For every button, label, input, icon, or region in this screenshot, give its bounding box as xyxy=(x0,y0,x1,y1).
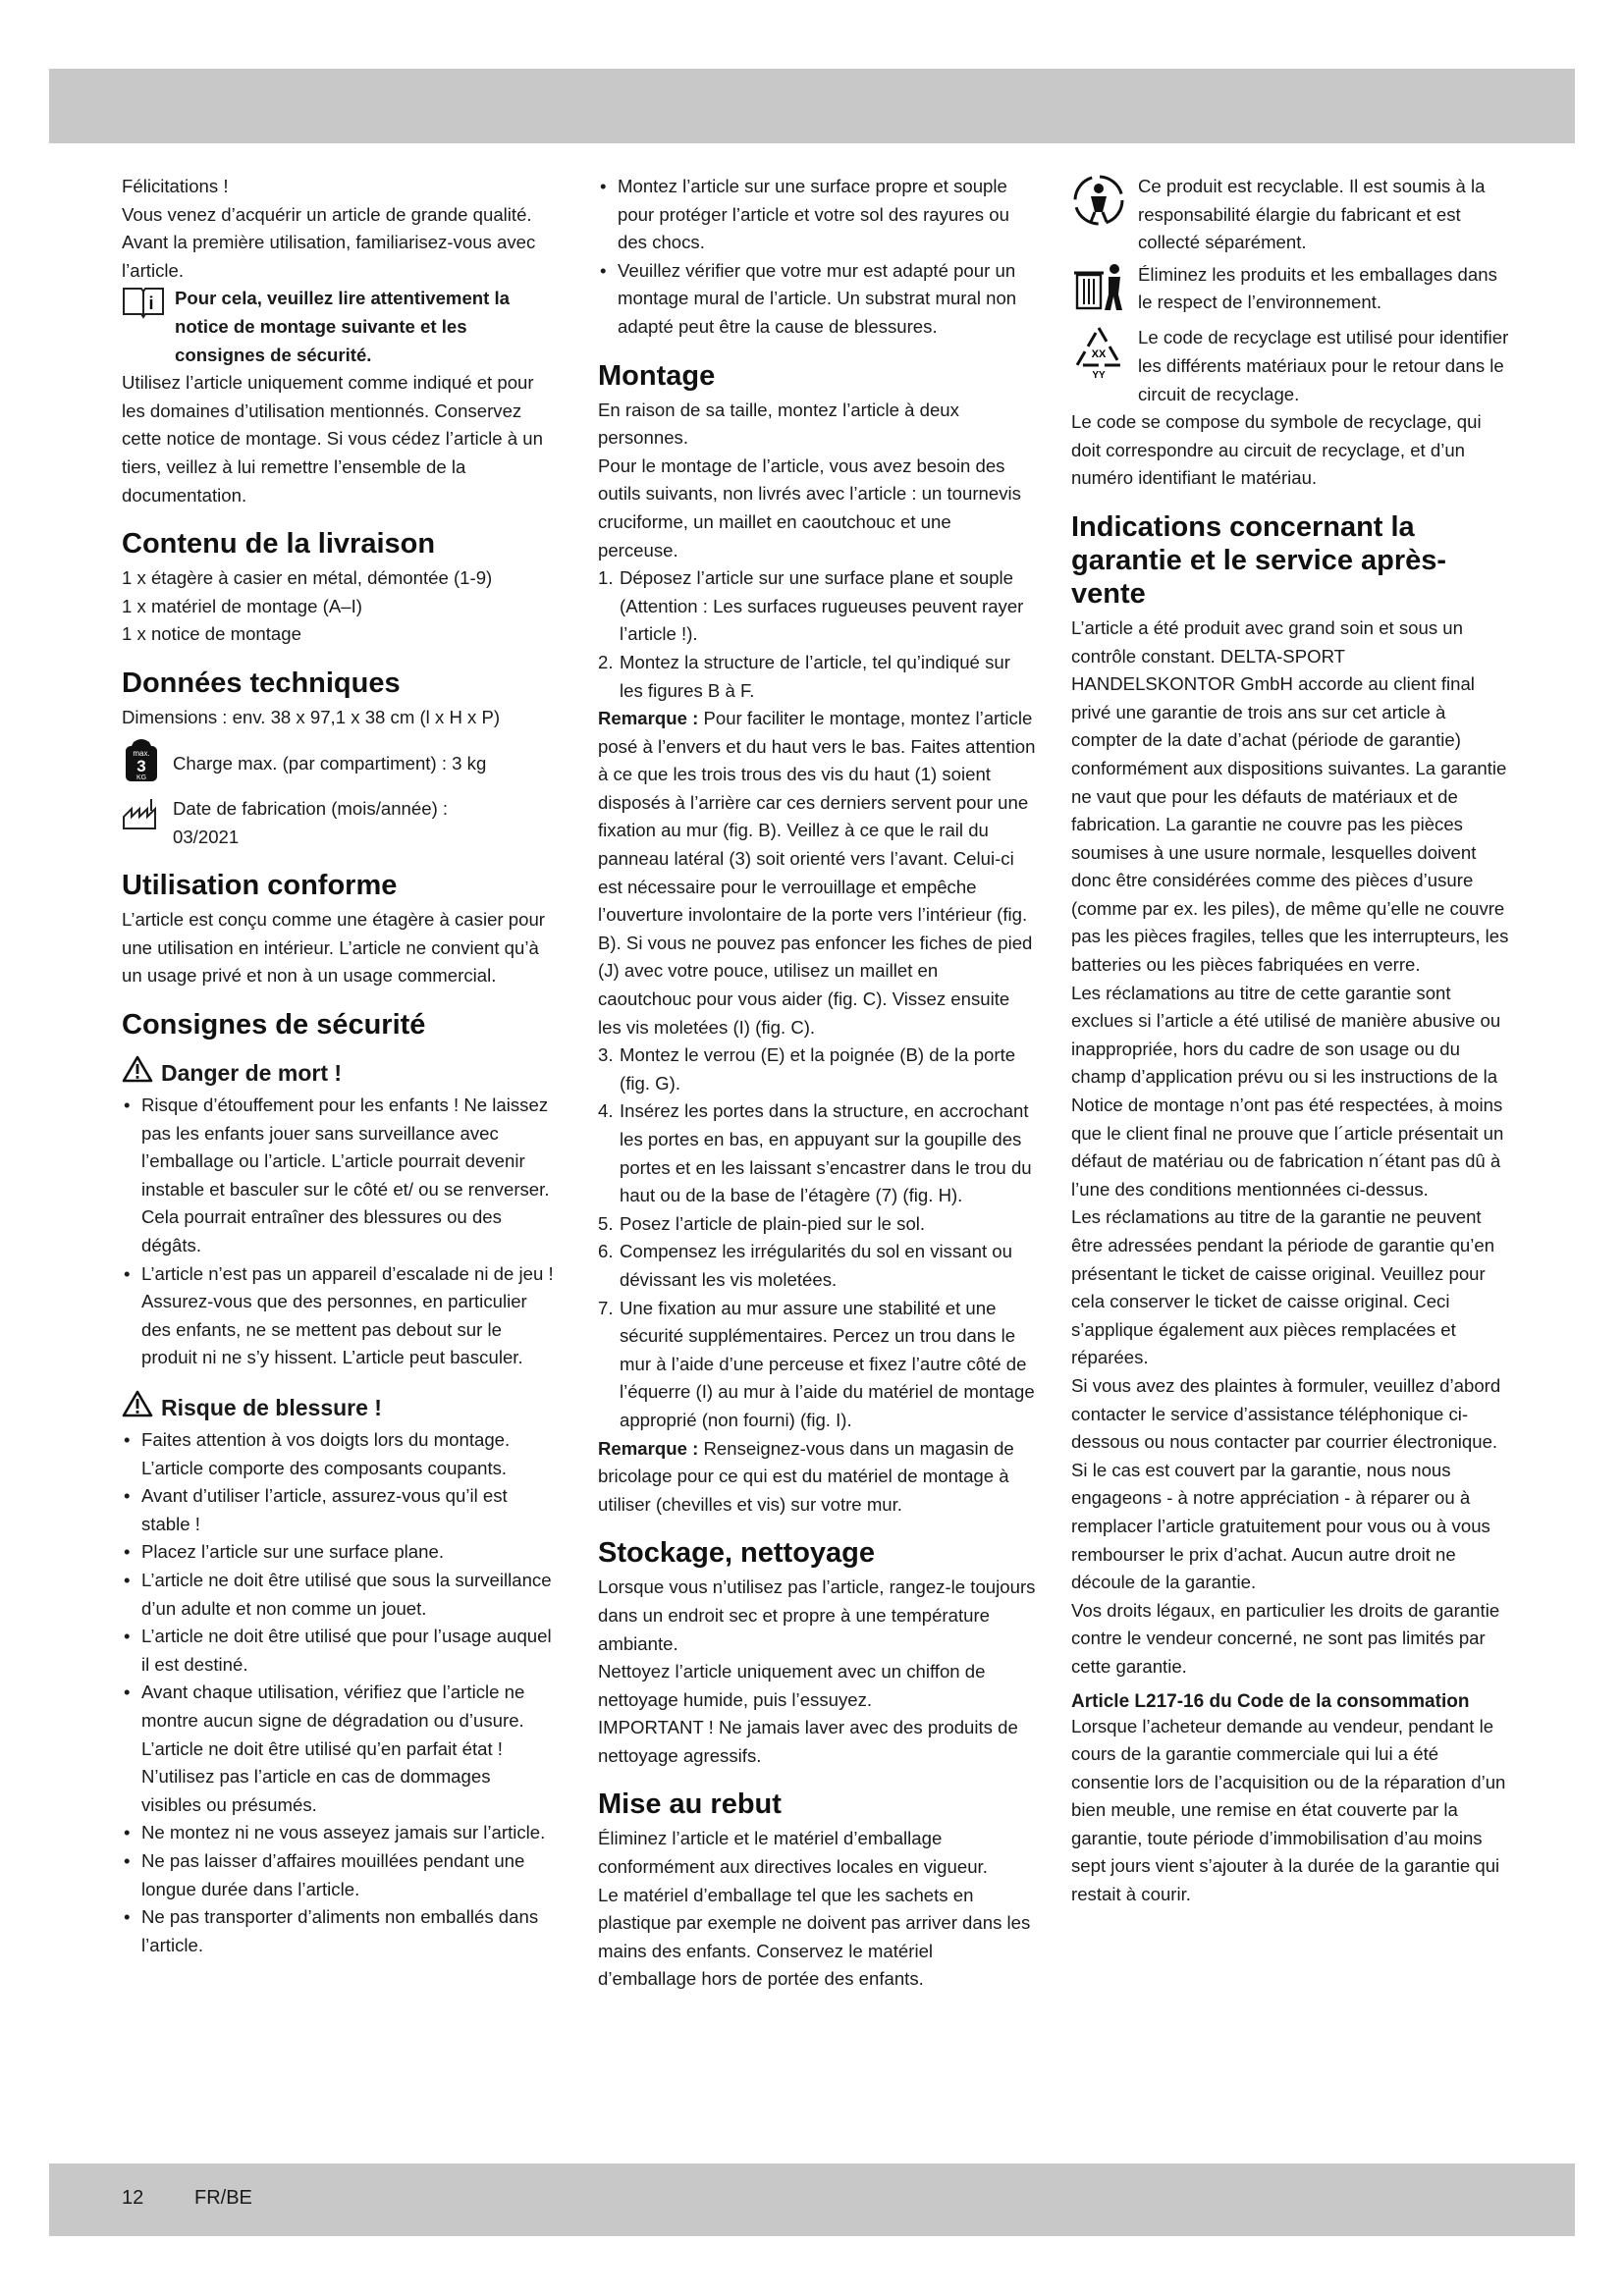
section-title-contenu: Contenu de la livraison xyxy=(122,528,436,561)
garantie-p2: Les réclamations au titre de cette garantie sont exclues si l’article a été utilisé de manière abusive ou inappropriée, hors du cadre de son usage ou du champ d’application prévu ou si les instructions de la Notice de montage n’ont pas été respectées, à moins que le client final ne prouve que l´article présentait un défaut de matériau ou de fabrication n´étant pas dû à l’une des conditions mentionnées ci-dessus. xyxy=(1071,982,1504,1200)
section-title-rebut: Mise au rebut xyxy=(598,1789,782,1821)
risque-heading xyxy=(122,1390,554,1424)
warning-icon xyxy=(122,1055,153,1090)
charge-text: Charge max. (par compartiment) : 3 kg xyxy=(173,752,487,774)
page-number: 12 xyxy=(122,2187,144,2209)
list-item: • Ne montez ni ne vous asseyez jamais sur l’article. xyxy=(122,1819,554,1847)
remark-1: Remarque : Pour faciliter le montage, montez l’article posé à l’envers et du haut vers le bas. Faites attention à ce que les trois trous des vis du haut (1) soient disposés à l’arrière car ces derniers servent pour une fixation au mur (fig. B). Veillez à ce que le rail du panneau latéral (3) soit orienté vers l’avant. Celui-ci est nécessaire pour le verrouillage et empêche l’ouverture involontaire de la porte vers l’intérieur (fig. B). Si vous ne pouvez pas enfoncer les fiches de pied (J) avec votre pouce, utilisez un maillet en caoutchouc pour vous aider (fig. C). Vissez ensuite les vis moletées (I) (fig. C). xyxy=(598,708,1036,1038)
code-text: Le code de recyclage est utilisé pour identifier les différents matériaux pour le retour dans le circuit de recyclage. xyxy=(1138,327,1509,404)
weight-icon-top: max. xyxy=(133,748,150,758)
contenu-item: 1 x notice de montage xyxy=(122,623,301,645)
stockage-p2: Nettoyez l’article uniquement avec un chiffon de nettoyage humide, puis l’essuyez. xyxy=(598,1661,986,1710)
remark-2: Remarque : Renseignez-vous dans un magasin de bricolage pour ce qui est du matériel de montage à utiliser (chevilles et vis) sur votre mur. xyxy=(598,1437,1014,1515)
info-note xyxy=(122,285,554,369)
garantie-p4: Si vous avez des plaintes à formuler, veuillez d’abord contacter le service d’assistance téléphonique ci-dessous ou nous contacter par courrier électronique. Si le cas est couvert par la garantie, nous nous engageons - à notre appréciation - à réparer ou à remplacer l’article gratuitement pour vous ou à vous rembourser le prix d’achat. Aucun autre droit ne découle de la garantie. xyxy=(1071,1374,1501,1593)
list-item: • Ne pas transporter d’aliments non emballés dans l’article. xyxy=(122,1903,554,1959)
bin-person-icon xyxy=(1071,261,1126,321)
montage-steps-b xyxy=(598,1041,1036,1434)
utilisation-text: L’article est conçu comme une étagère à casier pour une utilisation en intérieur. L’article ne convient qu’à un usage privé et non à un usage commercial. xyxy=(122,909,545,987)
risque-list xyxy=(122,1426,554,1959)
language-code: FR/BE xyxy=(194,2187,252,2209)
stockage-p1: Lorsque vous n’utilisez pas l’article, rangez-le toujours dans un endroit sec et propre à une température ambiante. xyxy=(598,1576,1036,1654)
svg-text:i: i xyxy=(148,294,154,314)
column-1 xyxy=(122,173,554,1959)
stockage-p3: IMPORTANT ! Ne jamais laver avec des produits de nettoyage agressifs. xyxy=(598,1717,1018,1766)
bin-row xyxy=(1071,261,1509,321)
step-item: 2. Montez la structure de l’article, tel qu’indiqué sur les figures B à F. xyxy=(598,651,1010,701)
step-item: 5. Posez l’article de plain-pied sur le sol. xyxy=(598,1212,926,1234)
code-icon-bottom: YY xyxy=(1092,370,1106,382)
column-3 xyxy=(1071,173,1509,1909)
section-title-garantie: Indications concernant la garantie et le service après-vente xyxy=(1071,510,1447,610)
date-label: Date de fabrication (mois/année) : xyxy=(173,798,449,820)
list-item: • L’article ne doit être utilisé que pour l’usage auquel il est destiné. xyxy=(122,1623,554,1679)
article-paragraph: Lorsque l’acheteur demande au vendeur, pendant le cours de la garantie commerciale qui lui a été consentie lors de l’acquisition ou de la réparation d’un bien meuble, une remise en état couverte par la garantie, toute période d’immobilisation d’au moins sept jours vient s’ajouter à la durée de la garantie qui restait à courir. xyxy=(1071,1715,1506,1905)
charge-row xyxy=(122,736,554,792)
footer-bar xyxy=(49,2163,1575,2236)
step-item: 7. Une fixation au mur assure une stabilité et une sécurité supplémentaires. Percez un trou dans le mur à l’aide d’une perceuse et fixez l’autre côté de l’équerre (I) au mur à l’aide du matériel de montage approprié (non fourni) (fig. I). xyxy=(598,1297,1035,1430)
list-item: • Faites attention à vos doigts lors du montage. L’article comporte des composants coupants. xyxy=(122,1426,554,1482)
list-item: • Placez l’article sur une surface plane. xyxy=(122,1538,554,1567)
warning-icon xyxy=(122,1390,153,1424)
rebut-p2: Le matériel d’emballage tel que les sachets en plastique par exemple ne doivent pas arriver dans les mains des enfants. Conservez le matériel d’emballage hors de portée des enfants. xyxy=(598,1884,1031,1990)
danger-title: Danger de mort ! xyxy=(161,1059,343,1086)
danger-heading xyxy=(122,1055,554,1090)
intro-text-2: Utilisez l’article uniquement comme indiqué et pour les domaines d’utilisation mentionnés. Conservez cette notice de montage. Si vous cédez l’article à un tiers, veillez à lui remettre l’ensemble de la documentation. xyxy=(122,372,543,506)
factory-date-icon xyxy=(122,795,161,841)
section-title-consignes: Consignes de sécurité xyxy=(122,1009,426,1041)
code-icon-top: XX xyxy=(1091,348,1107,361)
section-title-donnees: Données techniques xyxy=(122,667,401,699)
code-row xyxy=(1071,324,1509,408)
dimensions: Dimensions : env. 38 x 97,1 x 38 cm (l x H x P) xyxy=(122,706,501,727)
info-note-text: Pour cela, veuillez lire attentivement la notice de montage suivante et les consignes de sécurité. xyxy=(175,288,511,365)
code-paragraph: Le code se compose du symbole de recyclage, qui doit correspondre au circuit de recyclage, et d’un numéro identifiant le matériau. xyxy=(1071,411,1482,489)
danger-list xyxy=(122,1092,554,1372)
contenu-item: 1 x matériel de montage (A–I) xyxy=(122,595,362,616)
contenu-item: 1 x étagère à casier en métal, démontée (1-9) xyxy=(122,567,493,589)
step-item: 6. Compensez les irrégularités du sol en vissant ou dévissant les vis moletées. xyxy=(598,1241,1012,1290)
step-item: 4. Insérez les portes dans la structure, en accrochant les portes en bas, en appuyant sur la goupille des portes et en les laissant s’encastrer dans le trou du haut ou de la base de l’étagère (7) (fig. H). xyxy=(598,1100,1032,1206)
date-row xyxy=(122,795,554,851)
recycle-text: Ce produit est recyclable. Il est soumis à la responsabilité élargie du fabricant et est collecté séparément. xyxy=(1138,176,1486,253)
montage-p2: Pour le montage de l’article, vous avez besoin des outils suivants, non livrés avec l’article : un tournevis cruciforme, un maillet en caoutchouc et une perceuse. xyxy=(598,454,1021,561)
risque-title: Risque de blessure ! xyxy=(161,1394,382,1420)
weight-icon-num: 3 xyxy=(136,756,146,775)
weight-icon-unit: KG xyxy=(135,774,147,781)
safety-list-cont xyxy=(598,173,1036,342)
intro-text: Vous venez d’acquérir un article de grande qualité. Avant la première utilisation, familiarisez-vous avec l’article. xyxy=(122,203,536,281)
section-title-utilisation: Utilisation conforme xyxy=(122,870,398,902)
recycling-code-icon xyxy=(1071,324,1126,390)
list-item: • Montez l’article sur une surface propre et souple pour protéger l’article et votre sol des rayures ou des chocs. xyxy=(598,173,1036,257)
section-title-montage: Montage xyxy=(598,359,716,392)
book-info-icon xyxy=(122,285,165,329)
list-item: • Avant d’utiliser l’article, assurez-vous qu’il est stable ! xyxy=(122,1482,554,1538)
garantie-p1: L’article a été produit avec grand soin et sous un contrôle constant. DELTA-SPORT HANDELSKONTOR GmbH accorde au client final privé une garantie de trois ans sur cet article à compter de la date d’achat (période de garantie) conformément aux dispositions suivantes. La garantie ne vaut que pour les défauts de matériaux et de fabrication. La garantie ne couvre pas les pièces soumises à une usure normale, lesquelles doivent donc être considérées comme des pièces d’usure (comme par ex. les piles), de même qu’elle ne couvre pas les pièces fragiles, telles que les interrupteurs, les batteries ou les pièces fabriquées en verre. xyxy=(1071,616,1509,976)
section-title-stockage: Stockage, nettoyage xyxy=(598,1537,876,1570)
list-item: • L’article n’est pas un appareil d’escalade ni de jeu ! Assurez-vous que des personnes, en particulier des enfants, ne se mettent pas debout sur le produit ni ne s’y hissent. L’article peut basculer. xyxy=(122,1260,554,1372)
recycle-person-icon xyxy=(1071,173,1126,237)
garantie-p3: Les réclamations au titre de la garantie ne peuvent être adressées pendant la période de garantie qu’en présentant le ticket de caisse original. Veuillez pour cela conserver le ticket de caisse original. Ceci s’applique également aux pièces remplacées et réparées. xyxy=(1071,1206,1495,1368)
list-item: • Risque d’étouffement pour les enfants ! Ne laissez pas les enfants jouer sans surveillance avec l’emballage ou l’article. L’article pourrait devenir instable et basculer sur le côté et/ ou se renverser. Cela pourrait entraîner des blessures ou des dégâts. xyxy=(122,1092,554,1260)
rebut-p1: Éliminez l’article et le matériel d’emballage conformément aux directives locales en vigueur. xyxy=(598,1828,988,1878)
step-item: 1. Déposez l’article sur une surface plane et souple (Attention : Les surfaces rugueuses peuvent rayer l’article !). xyxy=(598,567,1024,645)
garantie-p5: Vos droits légaux, en particulier les droits de garantie contre le vendeur concerné, ne sont pas limités par cette garantie. xyxy=(1071,1599,1500,1677)
bin-text: Éliminez les produits et les emballages dans le respect de l’environnement. xyxy=(1138,263,1497,313)
montage-p1: En raison de sa taille, montez l’article à deux personnes. xyxy=(598,399,959,449)
date-value: 03/2021 xyxy=(173,826,240,847)
article-title: Article L217-16 du Code de la consommation xyxy=(1071,1690,1470,1712)
intro-greeting: Félicitations ! xyxy=(122,176,229,196)
column-2 xyxy=(598,173,1036,1994)
montage-steps-a xyxy=(598,564,1036,705)
weight-icon xyxy=(122,736,161,792)
header-bar xyxy=(49,69,1575,143)
step-item: 3. Montez le verrou (E) et la poignée (B) de la porte (fig. G). xyxy=(598,1044,1016,1094)
list-item: • Avant chaque utilisation, vérifiez que l’article ne montre aucun signe de dégradation ou d’usure. L’article ne doit être utilisé qu’en parfait état ! N’utilisez pas l’article en cas de dommages visibles ou présumés. xyxy=(122,1679,554,1819)
list-item: • L’article ne doit être utilisé que sous la surveillance d’un adulte et non comme un jouet. xyxy=(122,1567,554,1623)
list-item: • Ne pas laisser d’affaires mouillées pendant une longue durée dans l’article. xyxy=(122,1847,554,1903)
recycle-row xyxy=(1071,173,1509,257)
list-item: • Veuillez vérifier que votre mur est adapté pour un montage mural de l’article. Un substrat mural non adapté peut être la cause de blessures. xyxy=(598,257,1036,342)
